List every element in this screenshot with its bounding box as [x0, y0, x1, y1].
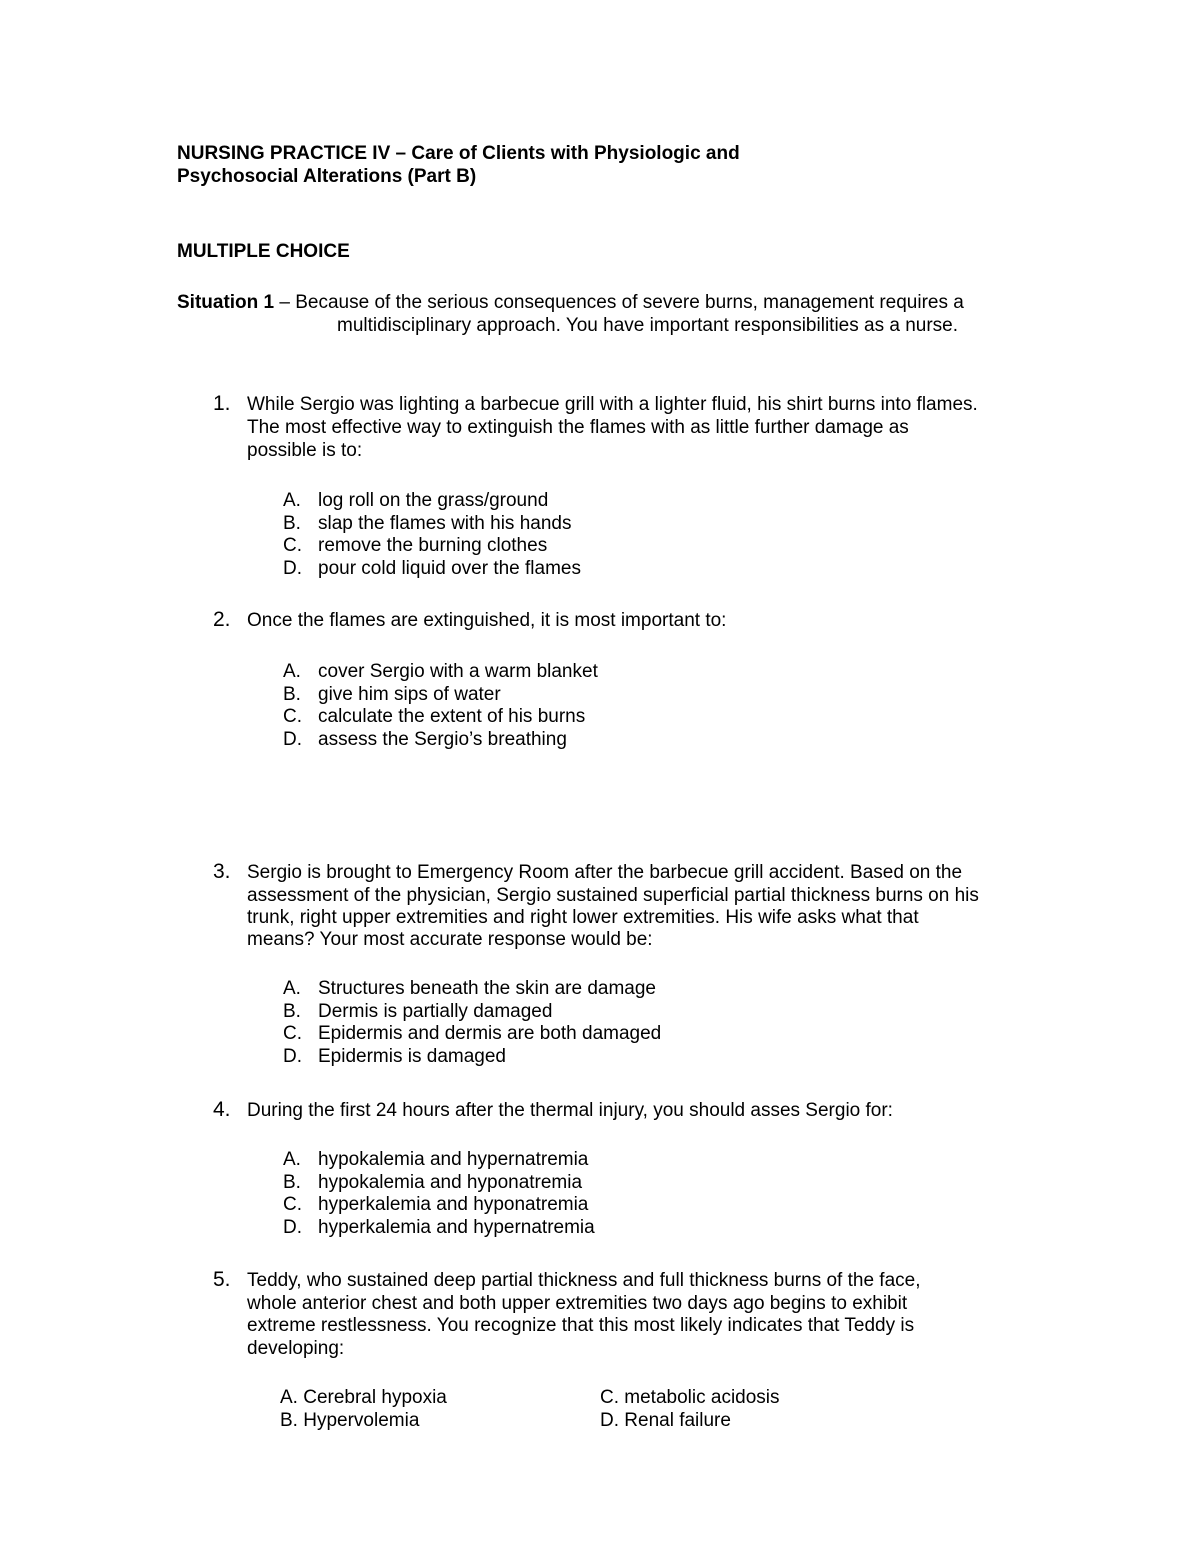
option-text: Structures beneath the skin are damage [318, 978, 656, 999]
option-text: hypokalemia and hyponatremia [318, 1172, 583, 1193]
option-letter: A. [283, 978, 301, 999]
option-text: give him sips of water [318, 684, 501, 705]
option-text: Dermis is partially damaged [318, 1001, 553, 1022]
option-text: Hypervolemia [303, 1410, 420, 1431]
question-number: 2. [213, 608, 231, 631]
option-letter: B. [283, 1172, 301, 1193]
situation-text: – Because of the serious consequences of severe burns, management requires a [274, 292, 964, 313]
option-letter: D. [600, 1410, 619, 1431]
option-letter: D. [283, 1217, 302, 1238]
option-b [280, 1409, 419, 1432]
question-text-line: Sergio is brought to Emergency Room after the barbecue grill accident. Based on the [247, 862, 963, 883]
option-text: Epidermis is damaged [318, 1046, 506, 1067]
option-text: pour cold liquid over the flames [318, 558, 581, 579]
question-number: 4. [213, 1098, 231, 1121]
option-text: Renal failure [624, 1410, 731, 1431]
question-text-line: means? Your most accurate response would be: [247, 929, 653, 950]
option-letter: C. [283, 706, 302, 727]
option-text: hyperkalemia and hypernatremia [318, 1217, 595, 1238]
option-letter: B. [280, 1410, 298, 1431]
option-letter: A. [283, 661, 301, 682]
question-text-line: whole anterior chest and both upper extremities two days ago begins to exhibit [247, 1293, 908, 1314]
option-text: cover Sergio with a warm blanket [318, 661, 598, 682]
option-d [600, 1409, 731, 1432]
question-text-line: During the first 24 hours after the thermal injury, you should asses Sergio for: [247, 1100, 893, 1121]
question-text-line: Once the flames are extinguished, it is most important to: [247, 610, 727, 631]
question-text-line: While Sergio was lighting a barbecue grill with a lighter fluid, his shirt burns into flames. [247, 394, 978, 415]
option-letter: C. [283, 535, 302, 556]
option-letter: B. [283, 513, 301, 534]
option-letter: D. [283, 1046, 302, 1067]
option-letter: C. [283, 1023, 302, 1044]
option-text: hypokalemia and hypernatremia [318, 1149, 589, 1170]
option-letter: B. [283, 1001, 301, 1022]
question-text-line: trunk, right upper extremities and right lower extremities. His wife asks what that [247, 907, 919, 928]
option-text: assess the Sergio’s breathing [318, 729, 567, 750]
option-letter: A. [280, 1387, 298, 1408]
option-c [600, 1386, 780, 1409]
question-text-line: developing: [247, 1338, 345, 1359]
document-title-line-2: Psychosocial Alterations (Part B) [177, 166, 477, 187]
question-text-line: assessment of the physician, Sergio sustained superficial partial thickness burns on his [247, 885, 979, 906]
question-number: 5. [213, 1268, 231, 1291]
question-number: 3. [213, 860, 231, 883]
option-letter: D. [283, 558, 302, 579]
option-letter: A. [283, 1149, 301, 1170]
option-text: log roll on the grass/ground [318, 490, 549, 511]
option-letter: A. [283, 490, 301, 511]
option-text: hyperkalemia and hyponatremia [318, 1194, 589, 1215]
option-text: Epidermis and dermis are both damaged [318, 1023, 662, 1044]
section-heading: MULTIPLE CHOICE [177, 241, 350, 262]
question-text-line: extreme restlessness. You recognize that this most likely indicates that Teddy is [247, 1315, 915, 1336]
option-text: remove the burning clothes [318, 535, 548, 556]
option-text: metabolic acidosis [624, 1387, 780, 1408]
question-text-line: possible is to: [247, 440, 363, 461]
option-letter: C. [283, 1194, 302, 1215]
situation-line-1 [177, 291, 964, 314]
document-title-line-1: NURSING PRACTICE IV – Care of Clients with Physiologic and [177, 143, 740, 164]
option-text: Cerebral hypoxia [303, 1387, 447, 1408]
option-letter: C. [600, 1387, 619, 1408]
situation-line-2: multidisciplinary approach. You have important responsibilities as a nurse. [337, 315, 959, 336]
option-letter: B. [283, 684, 301, 705]
question-text-line: Teddy, who sustained deep partial thickness and full thickness burns of the face, [247, 1270, 921, 1291]
question-number: 1. [213, 392, 231, 415]
question-text-line: The most effective way to extinguish the flames with as little further damage as [247, 417, 909, 438]
option-text: slap the flames with his hands [318, 513, 572, 534]
option-text: calculate the extent of his burns [318, 706, 586, 727]
option-letter: D. [283, 729, 302, 750]
option-a [280, 1386, 447, 1409]
situation-label: Situation 1 [177, 292, 275, 313]
